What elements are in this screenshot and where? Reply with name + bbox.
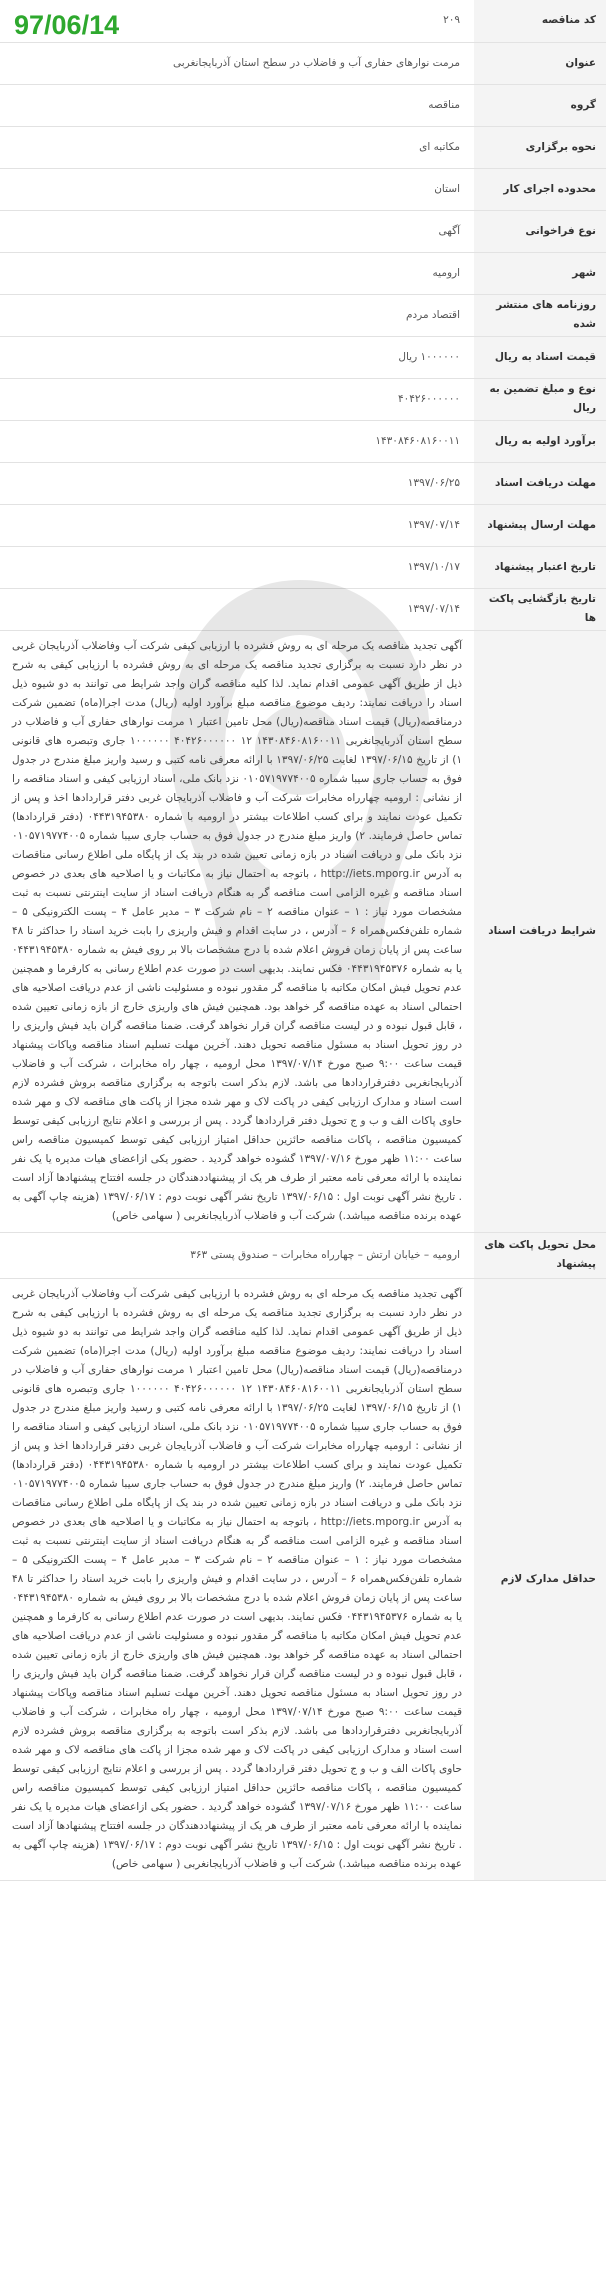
row-newspapers: [0, 294, 606, 336]
row-document-price: [0, 336, 606, 378]
label-work-scope: محدوده اجرای کار: [474, 168, 606, 210]
row-city: [0, 252, 606, 294]
label-submit-deadline: مهلت ارسال پیشنهاد: [474, 504, 606, 546]
value-initial-estimate: ۱۴۳۰۸۴۶۰۸۱۶۰۰۱۱: [0, 420, 474, 462]
value-work-scope: استان: [0, 168, 474, 210]
value-conditions: آگهی تجدید مناقصه یک مرحله ای به روش فشرده با ارزیابی کیفی شرکت آب وفاضلاب آذربایجان غربی در نظر دارد نسبت به برگزاری تجدید مناقصه یک مرحله ای به روش فشرده با ارزیابی کیفی به شرح ذیل از طریق آگهی عمومی اقدام نماید. لذا کلیه مناقصه گران واجد شرایط می توانند به دو شیوه ذیل اسناد را دریافت نمایند: ردیف موضوع مناقصه مبلغ برآورد اولیه (ریال) مدت اجرا(ماه) تضمین شرکت درمناقصه(ریال) قیمت اسناد مناقصه(ریال) محل تامین اعتبار ۱ مرمت نوارهای حفاری آب و فاضلاب در سطح استان آذربایجانغربی ۱۴۳۰۸۴۶۰۸۱۶۰۰۱۱ ۱۲ ۴۰۴۲۶۰۰۰۰۰۰ ۱۰۰۰۰۰۰ جاری وتبصره های قانونی ۱) از تاریخ ۱۳۹۷/۰۶/۱۵ لغایت ۱۳۹۷/۰۶/۲۵ با ارائه معرفی نامه کتبی و رسید واریز مبلغ مندرج در جدول فوق به حساب جاری سیبا شماره ۰۱۰۵۷۱۹۷۷۴۰۰۵ نزد بانک ملی، اسناد ارزیابی کیفی و اسناد مناقصه را از نشانی : ارومیه چهارراه مخابرات شرکت آب و فاضلاب آذربایجان غربی دفتر قراردادها اخذ و پس از تکمیل عودت نمایند و برای کسب اطلاعات بیشتر در ارومیه با شماره ۰۴۴۳۱۹۴۵۳۸۰ (دفتر قراردادها) تماس حاصل فرمایند. ۲) واریز مبلغ مندرج در جدول فوق به حساب جاری سیبا شماره ۰۱۰۵۷۱۹۷۷۴۰۰۵ نزد بانک ملی و دریافت اسناد در بازه زمانی تعیین شده در بند یک از پایگاه ملی اطلاع رسانی مناقصات به آدرس http://iets.mporg.ir ، باتوجه به احتمال نیاز به مکاتبات و یا اصلاحیه های بعدی در خصوص اسناد مناقصه و غیره الزامی است مناقصه گر به هنگام دریافت اسناد از سایت اینترنتی نسبت به ثبت مشخصات مورد نیاز : ۱ – عنوان مناقصه ۲ – نام شرکت ۳ – مدیر عامل ۴ – پست الکترونیکی ۵ – شماره تلفن‌فکس‌همراه ۶ – آدرس ، در سایت اقدام و فیش واریزی را بابت خرید اسناد را حداکثر تا ۴۸ ساعت پس از پایان زمان فروش اعلام شده با درج مشخصات بالا بر روی فیش به شماره ۰۴۴۳۱۹۴۵۳۸۰ یا به شماره ۰۴۴۳۱۹۴۵۳۷۶ فکس نمایند. بدیهی است در صورت عدم اطلاع رسانی به کارفرما و همچنین عدم تحویل فیش امکان مکاتبه با مناقصه گر مقدور نبوده و مسئولیت ناشی از عدم دریافت اصلاحیه های احتمالی اسناد به عهده مناقصه گر خواهد بود. همچنین فیش های واریزی خارج از بازه زمانی تعیین شده ، قابل قبول نبوده و در لیست مناقصه گران قرار نخواهد گرفت. ضمنا مناقصه گران باید فیش واریزی را در روز تحویل اسناد به مسئول مناقصه تحویل دهند. آخرین مهلت تسلیم اسناد مناقصه وپاکات پیشنهاد قیمت ساعت ۹:۰۰ صبح مورخ ۱۳۹۷/۰۷/۱۴ محل ارومیه ، چهار راه مخابرات ، شرکت آب و فاضلاب آذربایجانغربی دفترقراردادها می باشد. لازم بذکر است باتوجه به برگزاری مناقصه بروش فشرده لازم است اسناد و مدارک ارزیابی کیفی در پاکت لاک و مهر شده مجزا از پاکت های مناقصه لاک و مهر شده حاوی پاکات الف و ب و ج تحویل دفتر قراردادها گردد . پس از بررسی و اعلام نتایج ارزیابی کیفی توسط کمیسیون مناقصه ، پاکات مناقصه حائزین حداقل امتیاز ارزیابی کیفی توسط کمیسیون مناقصه راس ساعت ۱۱:۰۰ ظهر مورخ ۱۳۹۷/۰۷/۱۶ گشوده خواهد گردید . حضور یکی ازاعضای هیات مدیره یا یک نفر نماینده با ارائه معرفی نامه معتبر از طرف هر یک از پیشنهاددهندگان در جلسه افتتاح پیشنهادها آزاد است . تاریخ نشر آگهی نوبت اول : ۱۳۹۷/۰۶/۱۵ تاریخ نشر آگهی نوبت دوم : ۱۳۹۷/۰۶/۱۷ (هزینه چاپ آگهی به عهده برنده مناقصه میباشد.) شرکت آب و فاضلاب آذربایجانغربی ( سهامی خاص): [12, 639, 463, 1222]
row-opening-date: [0, 588, 606, 630]
row-work-scope: [0, 168, 606, 210]
label-document-price: قیمت اسناد به ریال: [474, 336, 606, 378]
value-call-type: آگهی: [0, 210, 474, 252]
label-guarantee: نوع و مبلغ تضمین به ریال: [474, 378, 606, 420]
label-bid-validity: تاریخ اعتبار پیشنهاد: [474, 546, 606, 588]
row-receive-deadline: [0, 462, 606, 504]
label-call-type: نوع فراخوانی: [474, 210, 606, 252]
value-submit-deadline: ۱۳۹۷/۰۷/۱۴: [0, 504, 474, 546]
value-city: ارومیه: [0, 252, 474, 294]
label-newspapers: روزنامه های منتشر شده: [474, 294, 606, 336]
row-title: [0, 42, 606, 84]
value-guarantee: ۴۰۴۲۶۰۰۰۰۰۰: [0, 378, 474, 420]
label-delivery-place: محل تحویل پاکت های پیشنهاد: [474, 1232, 606, 1278]
value-tender-code: ۲۰۹: [0, 0, 474, 42]
value-bid-validity: ۱۳۹۷/۱۰/۱۷: [0, 546, 474, 588]
value-requirements: آگهی تجدید مناقصه یک مرحله ای به روش فشرده با ارزیابی کیفی شرکت آب وفاضلاب آذربایجان غربی در نظر دارد نسبت به برگزاری تجدید مناقصه یک مرحله ای به روش فشرده با ارزیابی کیفی به شرح ذیل از طریق آگهی عمومی اقدام نماید. لذا کلیه مناقصه گران واجد شرایط می توانند به دو شیوه ذیل اسناد را دریافت نمایند: ردیف موضوع مناقصه مبلغ برآورد اولیه (ریال) مدت اجرا(ماه) تضمین شرکت درمناقصه(ریال) قیمت اسناد مناقصه(ریال) محل تامین اعتبار ۱ مرمت نوارهای حفاری آب و فاضلاب در سطح استان آذربایجانغربی ۱۴۳۰۸۴۶۰۸۱۶۰۰۱۱ ۱۲ ۴۰۴۲۶۰۰۰۰۰۰ ۱۰۰۰۰۰۰ جاری وتبصره های قانونی ۱) از تاریخ ۱۳۹۷/۰۶/۱۵ لغایت ۱۳۹۷/۰۶/۲۵ با ارائه معرفی نامه کتبی و رسید واریز مبلغ مندرج در جدول فوق به حساب جاری سیبا شماره ۰۱۰۵۷۱۹۷۷۴۰۰۵ نزد بانک ملی، اسناد ارزیابی کیفی و اسناد مناقصه را از نشانی : ارومیه چهارراه مخابرات شرکت آب و فاضلاب آذربایجان غربی دفتر قراردادها اخذ و پس از تکمیل عودت نمایند و برای کسب اطلاعات بیشتر در ارومیه با شماره ۰۴۴۳۱۹۴۵۳۸۰ (دفتر قراردادها) تماس حاصل فرمایند. ۲) واریز مبلغ مندرج در جدول فوق به حساب جاری سیبا شماره ۰۱۰۵۷۱۹۷۷۴۰۰۵ نزد بانک ملی و دریافت اسناد در بازه زمانی تعیین شده در بند یک از پایگاه ملی اطلاع رسانی مناقصات به آدرس http://iets.mporg.ir ، باتوجه به احتمال نیاز به مکاتبات و یا اصلاحیه های بعدی در خصوص اسناد مناقصه و غیره الزامی است مناقصه گر به هنگام دریافت اسناد از سایت اینترنتی نسبت به ثبت مشخصات مورد نیاز : ۱ – عنوان مناقصه ۲ – نام شرکت ۳ – مدیر عامل ۴ – پست الکترونیکی ۵ – شماره تلفن‌فکس‌همراه ۶ – آدرس ، در سایت اقدام و فیش واریزی را بابت خرید اسناد را حداکثر تا ۴۸ ساعت پس از پایان زمان فروش اعلام شده با درج مشخصات بالا بر روی فیش به شماره ۰۴۴۳۱۹۴۵۳۸۰ یا به شماره ۰۴۴۳۱۹۴۵۳۷۶ فکس نمایند. بدیهی است در صورت عدم اطلاع رسانی به کارفرما و همچنین عدم تحویل فیش امکان مکاتبه با مناقصه گر مقدور نبوده و مسئولیت ناشی از عدم دریافت اصلاحیه های احتمالی اسناد به عهده مناقصه گر خواهد بود. همچنین فیش های واریزی خارج از بازه زمانی تعیین شده ، قابل قبول نبوده و در لیست مناقصه گران قرار نخواهد گرفت. ضمنا مناقصه گران باید فیش واریزی را در روز تحویل اسناد به مسئول مناقصه تحویل دهند. آخرین مهلت تسلیم اسناد مناقصه وپاکات پیشنهاد قیمت ساعت ۹:۰۰ صبح مورخ ۱۳۹۷/۰۷/۱۴ محل ارومیه ، چهار راه مخابرات ، شرکت آب و فاضلاب آذربایجانغربی دفترقراردادها می باشد. لازم بذکر است باتوجه به برگزاری مناقصه بروش فشرده لازم است اسناد و مدارک ارزیابی کیفی در پاکت لاک و مهر شده مجزا از پاکت های مناقصه لاک و مهر شده حاوی پاکات الف و ب و ج تحویل دفتر قراردادها گردد . پس از بررسی و اعلام نتایج ارزیابی کیفی توسط کمیسیون مناقصه ، پاکات مناقصه حائزین حداقل امتیاز ارزیابی کیفی توسط کمیسیون مناقصه راس ساعت ۱۱:۰۰ ظهر مورخ ۱۳۹۷/۰۷/۱۶ گشوده خواهد گردید . حضور یکی ازاعضای هیات مدیره یا یک نفر نماینده با ارائه معرفی نامه معتبر از طرف هر یک از پیشنهاددهندگان در جلسه افتتاح پیشنهادها آزاد است . تاریخ نشر آگهی نوبت اول : ۱۳۹۷/۰۶/۱۵ تاریخ نشر آگهی نوبت دوم : ۱۳۹۷/۰۶/۱۷ (هزینه چاپ آگهی به عهده برنده مناقصه میباشد.) شرکت آب و فاضلاب آذربایجانغربی ( سهامی خاص): [12, 1287, 463, 1870]
label-initial-estimate: برآورد اولیه به ریال: [474, 420, 606, 462]
row-group: [0, 84, 606, 126]
label-tender-code: کد مناقصه: [474, 0, 606, 42]
label-holding-method: نحوه برگزاری: [474, 126, 606, 168]
label-group: گروه: [474, 84, 606, 126]
value-delivery-place: ارومیه – خیابان ارتش – چهارراه مخابرات – صندوق پستی ۳۶۳: [0, 1232, 474, 1278]
value-group: مناقصه: [0, 84, 474, 126]
row-call-type: [0, 210, 606, 252]
date-stamp: 97/06/14: [14, 10, 120, 40]
value-opening-date: ۱۳۹۷/۰۷/۱۴: [0, 588, 474, 630]
label-receive-deadline: مهلت دریافت اسناد: [474, 462, 606, 504]
label-opening-date: تاریخ بازگشایی پاکت ها: [474, 588, 606, 630]
label-conditions: شرایط دریافت اسناد: [474, 630, 606, 1232]
row-conditions: [0, 630, 606, 1232]
row-initial-estimate: [0, 420, 606, 462]
value-title: مرمت نوارهای حفاری آب و فاضلاب در سطح استان آذربایجانغربی: [0, 42, 474, 84]
label-title: عنوان: [474, 42, 606, 84]
value-newspapers: اقتصاد مردم: [0, 294, 474, 336]
value-receive-deadline: ۱۳۹۷/۰۶/۲۵: [0, 462, 474, 504]
row-submit-deadline: [0, 504, 606, 546]
label-city: شهر: [474, 252, 606, 294]
value-holding-method: مکاتبه ای: [0, 126, 474, 168]
value-document-price: ۱۰۰۰۰۰۰ ریال: [0, 336, 474, 378]
row-bid-validity: [0, 546, 606, 588]
row-guarantee: [0, 378, 606, 420]
row-delivery-place: [0, 1232, 606, 1278]
row-holding-method: [0, 126, 606, 168]
row-requirements: [0, 1278, 606, 1880]
label-requirements: حداقل مدارک لازم: [474, 1278, 606, 1880]
